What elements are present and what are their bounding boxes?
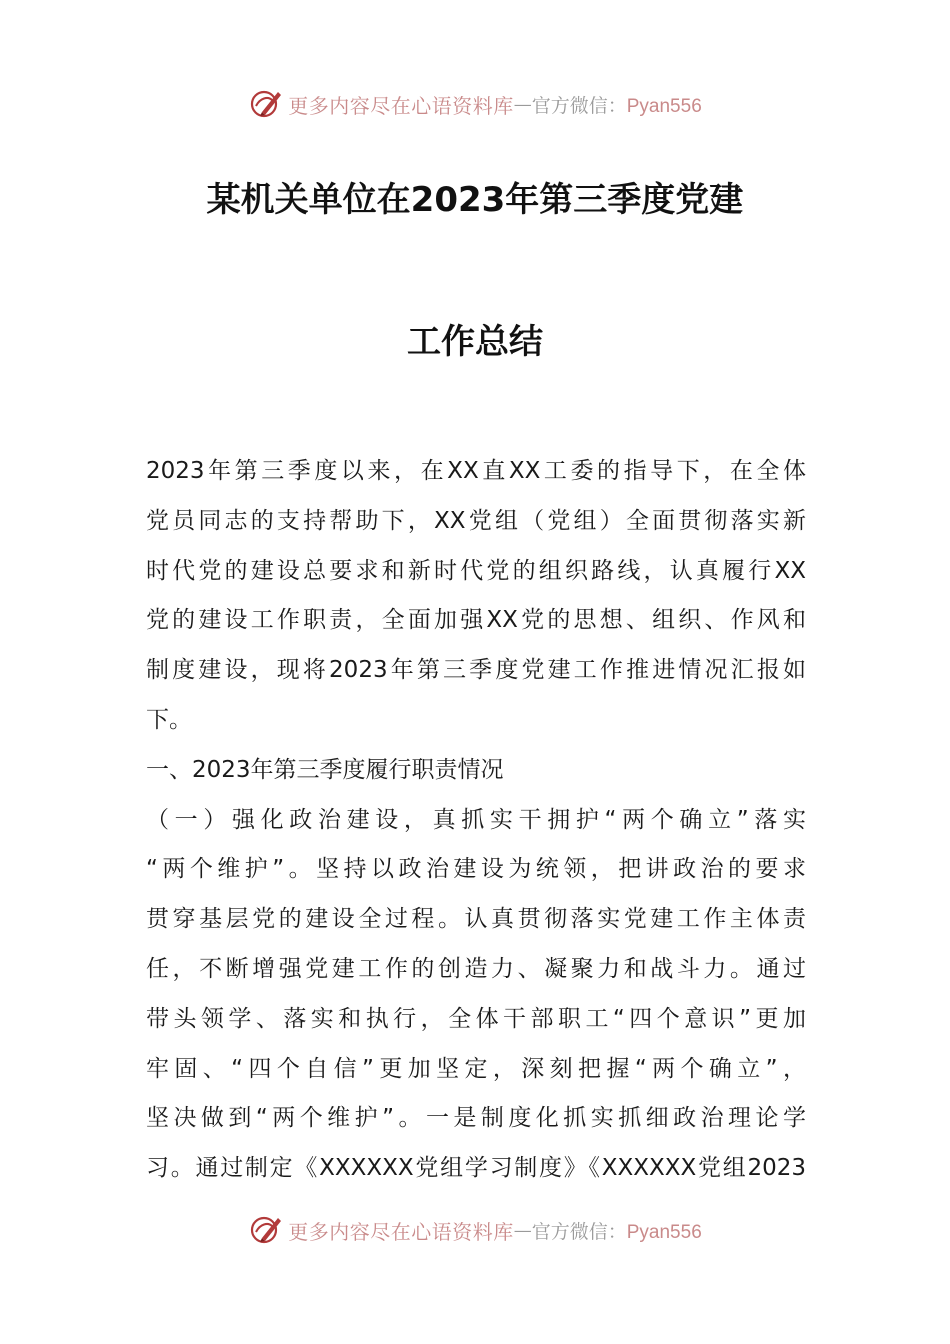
footer-watermark (0, 1210, 950, 1250)
document-body (146, 447, 806, 1194)
document-title-line1: 某机关单位在2023年第三季度党建 (206, 180, 744, 220)
pen-logo-icon (248, 86, 284, 122)
watermark-text: 更多内容尽在心语资料库 (288, 1219, 514, 1244)
pen-logo-icon (248, 1212, 284, 1248)
watermark-separator: — (513, 1219, 532, 1241)
body-line: 党员同志的支持帮助下，XX党组（党组）全面贯彻落实新 (146, 507, 806, 534)
watermark-separator: — (513, 93, 532, 115)
header-watermark (0, 84, 950, 124)
watermark-contact-id: Pyan556 (626, 95, 702, 117)
body-line: “两个维护”。坚持以政治建设为统领，把讲政治的要求 (146, 856, 806, 883)
watermark-contact (532, 1217, 702, 1244)
watermark-contact-label: 官方微信： (531, 1220, 627, 1243)
body-line: 制度建设，现将2023年第三季度党建工作推进情况汇报如 (146, 657, 806, 684)
body-line: 下。 (146, 706, 192, 733)
body-line: 贯穿基层党的建设全过程。认真贯彻落实党建工作主体责 (146, 906, 806, 933)
body-line: （一）强化政治建设，真抓实干拥护“两个确立”落实 (146, 806, 806, 833)
body-line: 牢固、“四个自信”更加坚定，深刻把握“两个确立”， (146, 1055, 806, 1082)
watermark-contact-label: 官方微信： (531, 94, 627, 117)
body-line: 坚决做到“两个维护”。一是制度化抓实抓细政治理论学 (146, 1105, 806, 1132)
body-line: 党的建设工作职责，全面加强XX党的思想、组织、作风和 (146, 607, 806, 634)
watermark-contact (532, 91, 702, 118)
body-line: 带头领学、落实和执行，全体干部职工“四个意识”更加 (146, 1005, 806, 1032)
body-line: 2023年第三季度以来，在XX直XX工委的指导下，在全体 (146, 458, 806, 484)
watermark-contact-id: Pyan556 (626, 1221, 702, 1243)
body-line: 时代党的建设总要求和新时代党的组织路线，认真履行XX (146, 557, 806, 584)
document-title-line2: 工作总结 (407, 322, 543, 362)
section-heading: 一、2023年第三季度履行职责情况 (146, 756, 504, 783)
body-line: 习。通过制定《XXXXXX党组学习制度》《XXXXXX党组2023 (146, 1155, 806, 1182)
body-line: 任，不断增强党建工作的创造力、凝聚力和战斗力。通过 (146, 955, 806, 982)
watermark-text: 更多内容尽在心语资料库 (288, 93, 514, 118)
